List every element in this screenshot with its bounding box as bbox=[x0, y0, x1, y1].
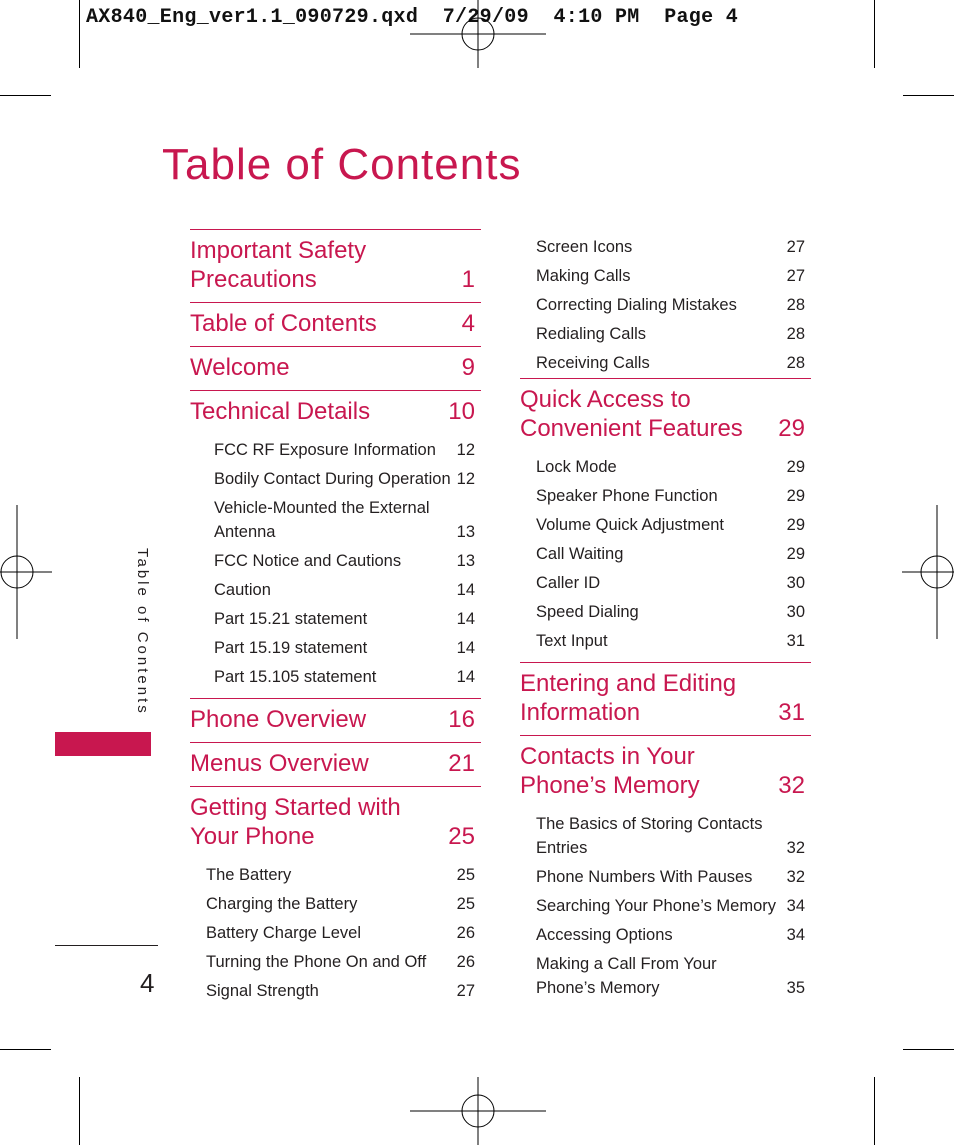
toc-subentry-page: 28 bbox=[786, 325, 805, 343]
toc-subentry-page: 30 bbox=[786, 603, 805, 621]
toc-subentry-label: FCC RF Exposure Information bbox=[214, 441, 436, 459]
toc-entry-page: 25 bbox=[448, 823, 475, 850]
folio-rule bbox=[55, 945, 158, 946]
toc-subentry-page: 25 bbox=[456, 866, 475, 884]
toc-subentry-page: 35 bbox=[786, 979, 805, 997]
toc-subentry[interactable] bbox=[190, 576, 481, 605]
toc-subentry-label: Correcting Dialing Mistakes bbox=[536, 296, 737, 314]
toc-subentry[interactable] bbox=[190, 436, 481, 465]
toc-entry-label: Welcome bbox=[190, 354, 290, 381]
toc-entry-page: 31 bbox=[778, 699, 805, 726]
toc-entry-label: Table of Contents bbox=[190, 310, 377, 337]
page-title: Table of Contents bbox=[162, 140, 522, 189]
toc-subentry[interactable] bbox=[520, 569, 811, 598]
toc-subentry-label: Accessing Options bbox=[536, 926, 673, 944]
toc-subentry[interactable] bbox=[520, 482, 811, 511]
toc-subentry-label: Screen Icons bbox=[536, 238, 633, 256]
toc-subentry-page: 29 bbox=[786, 516, 805, 534]
toc-subentry-page: 32 bbox=[786, 839, 805, 857]
print-slug-line: AX840_Eng_ver1.1_090729.qxd 7/29/09 4:10 PM Page 4 bbox=[86, 6, 739, 29]
toc-entry-page: 1 bbox=[461, 266, 475, 293]
toc-subentry-page: 29 bbox=[786, 458, 805, 476]
toc-left-column bbox=[190, 229, 481, 1012]
toc-subentry-page: 26 bbox=[456, 924, 475, 942]
toc-subentry-page: 14 bbox=[456, 581, 475, 599]
crop-mark bbox=[79, 1077, 80, 1145]
toc-entry-page: 29 bbox=[778, 415, 805, 442]
toc-subentry-page: 34 bbox=[786, 926, 805, 944]
toc-entry-page: 4 bbox=[461, 310, 475, 337]
toc-subentry-page: 12 bbox=[456, 441, 475, 459]
toc-subentry-page: 31 bbox=[786, 632, 805, 650]
toc-entry-label: Phone Overview bbox=[190, 706, 367, 733]
toc-subentry-page: 26 bbox=[456, 953, 475, 971]
toc-subentry[interactable] bbox=[190, 605, 481, 634]
toc-subentry-label: Part 15.19 statement bbox=[214, 639, 368, 657]
crop-mark bbox=[0, 1049, 51, 1050]
toc-subentry[interactable] bbox=[190, 948, 481, 977]
toc-subentry[interactable] bbox=[520, 627, 811, 656]
toc-subentry[interactable] bbox=[520, 921, 811, 950]
page-number: 4 bbox=[140, 968, 155, 998]
toc-subentry-label: Phone Numbers With Pauses bbox=[536, 868, 753, 886]
toc-entry[interactable] bbox=[190, 302, 481, 346]
toc-subentry[interactable] bbox=[520, 810, 811, 863]
toc-subentry-page: 29 bbox=[786, 545, 805, 563]
toc-entry[interactable] bbox=[190, 698, 481, 742]
toc-entry[interactable] bbox=[190, 742, 481, 786]
toc-subentry[interactable] bbox=[520, 291, 811, 320]
toc-subentry[interactable] bbox=[520, 863, 811, 892]
crop-mark bbox=[874, 0, 875, 68]
toc-subentry[interactable] bbox=[520, 540, 811, 569]
toc-subentry-label: Volume Quick Adjustment bbox=[536, 516, 725, 534]
toc-entry-page: 9 bbox=[461, 354, 475, 381]
crop-mark bbox=[903, 1049, 954, 1050]
toc-subentry-page: 29 bbox=[786, 487, 805, 505]
crop-mark bbox=[79, 0, 80, 68]
toc-subentry[interactable] bbox=[190, 494, 481, 547]
toc-subentry-page: 14 bbox=[456, 610, 475, 628]
toc-subentry-label: Part 15.105 statement bbox=[214, 668, 377, 686]
toc-subentry-page: 13 bbox=[456, 523, 475, 541]
toc-continued-subentries bbox=[520, 233, 811, 378]
toc-subentry-label: Speaker Phone Function bbox=[536, 487, 718, 505]
toc-entry[interactable] bbox=[520, 378, 811, 451]
toc-subentry[interactable] bbox=[520, 320, 811, 349]
toc-entry[interactable] bbox=[520, 662, 811, 735]
toc-subentry[interactable] bbox=[520, 511, 811, 540]
toc-subentry[interactable] bbox=[190, 634, 481, 663]
toc-subentry-page: 32 bbox=[786, 868, 805, 886]
toc-entry-page: 32 bbox=[778, 772, 805, 799]
toc-subentry-label: Caution bbox=[214, 581, 271, 599]
toc-subentry-page: 14 bbox=[456, 668, 475, 686]
toc-subentry-label: Call Waiting bbox=[536, 545, 624, 563]
toc-right-sections bbox=[520, 378, 811, 1009]
toc-subentry-page: 25 bbox=[456, 895, 475, 913]
toc-entry-label: Technical Details bbox=[190, 398, 371, 425]
toc-entry-page: 16 bbox=[448, 706, 475, 733]
toc-subentry-label: Text Input bbox=[536, 632, 608, 650]
toc-subentry-label: Charging the Battery bbox=[206, 895, 358, 913]
toc-right-column bbox=[520, 233, 811, 1009]
toc-entry[interactable] bbox=[190, 346, 481, 390]
toc-subentry-page: 12 bbox=[456, 470, 475, 488]
toc-entry[interactable] bbox=[190, 390, 481, 434]
toc-subentry-label: Receiving Calls bbox=[536, 354, 650, 372]
toc-entry[interactable] bbox=[190, 786, 481, 859]
toc-subentry[interactable] bbox=[520, 892, 811, 921]
toc-subentry[interactable] bbox=[190, 663, 481, 692]
toc-subentry[interactable] bbox=[520, 262, 811, 291]
toc-subentry-label: Part 15.21 statement bbox=[214, 610, 368, 628]
toc-subentry-label: Battery Charge Level bbox=[206, 924, 362, 942]
toc-subentry-label: Making a Call From Your Phone’s Memory bbox=[536, 955, 717, 997]
toc-subentry-label: Speed Dialing bbox=[536, 603, 639, 621]
toc-subentry-page: 30 bbox=[786, 574, 805, 592]
toc-subentry-label: Bodily Contact During Operation bbox=[214, 470, 451, 488]
toc-subentry[interactable] bbox=[520, 233, 811, 262]
toc-entry-label: Quick Access to Convenient Features bbox=[520, 386, 743, 442]
crop-mark bbox=[0, 95, 51, 96]
toc-subentry[interactable] bbox=[190, 861, 481, 890]
toc-subentry[interactable] bbox=[520, 950, 811, 1003]
toc-subentry-page: 27 bbox=[786, 238, 805, 256]
toc-entry-page: 10 bbox=[448, 398, 475, 425]
crop-mark bbox=[903, 95, 954, 96]
toc-entry-label: Contacts in Your Phone’s Memory bbox=[520, 743, 700, 799]
registration-mark-icon bbox=[0, 505, 52, 639]
registration-mark-icon bbox=[410, 0, 546, 68]
side-section-label: Table of Contents bbox=[134, 548, 151, 716]
toc-subentry-label: Searching Your Phone’s Memory bbox=[536, 897, 777, 915]
toc-subentry-page: 28 bbox=[786, 354, 805, 372]
toc-entry[interactable] bbox=[190, 229, 481, 302]
toc-entry-label: Menus Overview bbox=[190, 750, 369, 777]
toc-subentry[interactable] bbox=[520, 598, 811, 627]
toc-subentry[interactable] bbox=[520, 453, 811, 482]
toc-subentry-label: Signal Strength bbox=[206, 982, 319, 1000]
toc-entry[interactable] bbox=[520, 735, 811, 808]
toc-subentry-page: 14 bbox=[456, 639, 475, 657]
registration-mark-icon bbox=[902, 505, 954, 639]
toc-subentry-label: Caller ID bbox=[536, 574, 601, 592]
toc-subentry[interactable] bbox=[190, 919, 481, 948]
toc-subentry[interactable] bbox=[190, 890, 481, 919]
toc-subentry-label: Making Calls bbox=[536, 267, 631, 285]
toc-subentry-label: Turning the Phone On and Off bbox=[206, 953, 427, 971]
toc-subentry[interactable] bbox=[520, 349, 811, 378]
toc-subentry[interactable] bbox=[190, 977, 481, 1006]
toc-subentry-page: 27 bbox=[786, 267, 805, 285]
toc-subentry[interactable] bbox=[190, 465, 481, 494]
toc-subentry-label: The Battery bbox=[206, 866, 292, 884]
toc-entry-label: Entering and Editing Information bbox=[520, 670, 737, 726]
registration-mark-icon bbox=[410, 1077, 546, 1145]
toc-subentry-page: 13 bbox=[456, 552, 475, 570]
toc-subentry-label: Redialing Calls bbox=[536, 325, 647, 343]
toc-subentry-label: Lock Mode bbox=[536, 458, 617, 476]
toc-subentry-page: 28 bbox=[786, 296, 805, 314]
toc-subentry-page: 27 bbox=[456, 982, 475, 1000]
toc-entry-page: 21 bbox=[448, 750, 475, 777]
toc-entry-label: Getting Started with Your Phone bbox=[190, 794, 401, 850]
toc-entry-label: Important Safety Precautions bbox=[190, 237, 367, 293]
toc-subentry-label: Vehicle-Mounted the External Antenna bbox=[214, 499, 430, 541]
toc-subentry[interactable] bbox=[190, 547, 481, 576]
toc-subentry-label: FCC Notice and Cautions bbox=[214, 552, 402, 570]
toc-subentry-page: 34 bbox=[786, 897, 805, 915]
crop-mark bbox=[874, 1077, 875, 1145]
toc-subentry-label: The Basics of Storing Contacts Entries bbox=[536, 815, 763, 857]
section-tab-marker bbox=[55, 732, 151, 756]
